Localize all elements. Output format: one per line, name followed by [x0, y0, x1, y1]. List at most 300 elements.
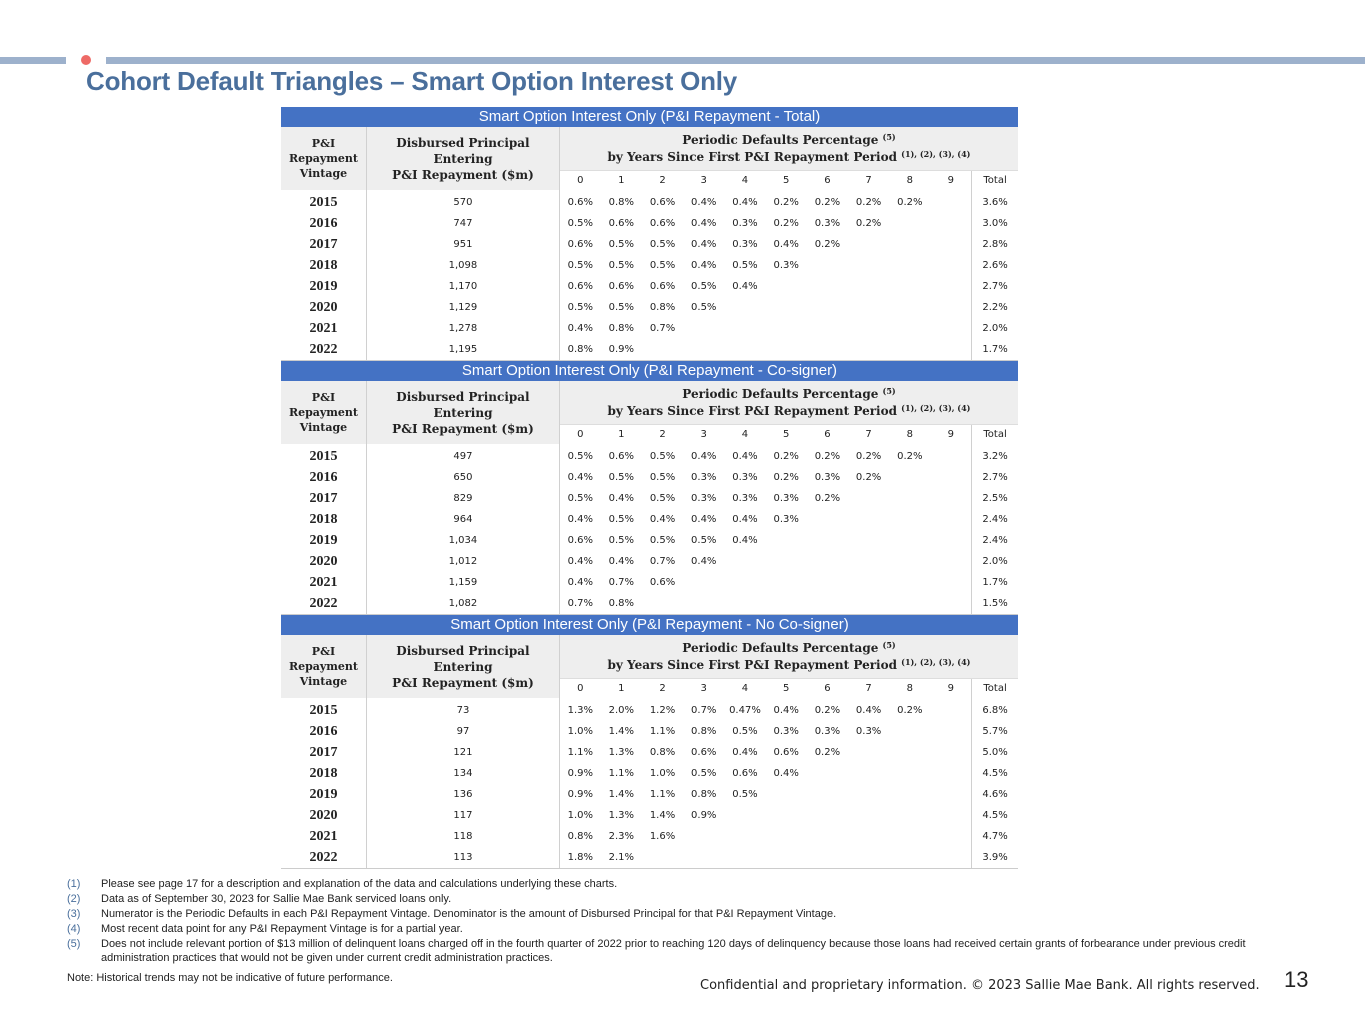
default-rate-cell: 2.0%: [608, 705, 634, 716]
total-rate-cell: 4.5%: [972, 805, 1018, 826]
default-rate-cell: 0.2%: [855, 451, 882, 462]
default-rate-cell: [889, 593, 930, 615]
default-rate-cell: 1.6%: [649, 831, 676, 842]
default-rate-cell: [930, 805, 971, 826]
default-rate-cell: 1.0%: [567, 726, 594, 737]
default-rate-cell: 0.7%: [649, 323, 676, 334]
default-rate-cell: 0.4%: [855, 705, 882, 716]
default-rate-cell: 0.7%: [691, 705, 717, 716]
vintage-year: 2020: [281, 297, 366, 318]
default-rate-cell: [930, 593, 971, 615]
year-number-header: 6: [807, 171, 848, 191]
principal-value: 117: [366, 805, 559, 826]
principal-value: 650: [366, 467, 559, 488]
period-header-text: Periodic Defaults Percentage: [682, 132, 879, 147]
default-rate-cell: [724, 847, 765, 869]
default-rate-cell: [807, 572, 848, 593]
default-rate-cell: 0.2%: [773, 472, 799, 483]
default-rate-cell: [807, 593, 848, 615]
default-rate-cell: 0.2%: [814, 705, 841, 716]
default-rate-cell: [807, 530, 848, 551]
table-row: [281, 255, 1018, 276]
default-rate-cell: 0.6%: [773, 747, 799, 758]
table-row: [281, 784, 1018, 805]
year-number-header: 4: [724, 425, 765, 445]
default-rate-cell: 0.5%: [649, 451, 676, 462]
table-row: [281, 339, 1018, 361]
default-rate-cell: 0.8%: [601, 593, 642, 615]
default-rate-cell: [724, 318, 765, 339]
default-rate-cell: [766, 826, 807, 847]
principal-value: 73: [366, 698, 559, 721]
default-rate-cell: [930, 339, 971, 361]
default-rate-cell: 0.5%: [691, 768, 717, 779]
principal-header-line: Disbursed Principal Entering: [396, 389, 530, 420]
vintage-header-line: Vintage: [299, 421, 348, 434]
default-rate-cell: 0.6%: [567, 281, 594, 292]
default-rate-cell: 0.2%: [773, 197, 799, 208]
vintage-year: 2016: [281, 721, 366, 742]
vintage-year: 2020: [281, 551, 366, 572]
principal-value: 1,012: [366, 551, 559, 572]
default-rate-cell: 0.2%: [814, 747, 841, 758]
default-rate-cell: [889, 509, 930, 530]
default-rate-cell: [848, 530, 889, 551]
default-rate-cell: [807, 847, 848, 869]
default-rate-cell: [930, 297, 971, 318]
default-rate-cell: 1.3%: [567, 705, 594, 716]
year-number-header: 5: [766, 679, 807, 699]
vintage-header-line: P&I: [311, 645, 336, 658]
confidential-notice: Confidential and proprietary information. © 2023 Sallie Mae Bank. All rights reserved.: [700, 978, 1260, 993]
vintage-year: 2017: [281, 488, 366, 509]
table-row: [281, 530, 1018, 551]
default-rate-cell: [766, 593, 807, 615]
period-header-line: [560, 386, 1018, 403]
default-rate-cell: 1.1%: [649, 789, 676, 800]
default-rate-cell: [889, 784, 930, 805]
total-rate-cell: 3.6%: [972, 190, 1018, 213]
default-rate-cell: 0.9%: [567, 768, 594, 779]
default-rate-cell: 0.6%: [608, 281, 634, 292]
default-rate-cell: 0.8%: [559, 339, 600, 361]
default-rate-cell: [766, 784, 807, 805]
default-rate-cell: 0.5%: [649, 493, 676, 504]
default-rate-cell: 0.4%: [691, 556, 717, 567]
default-rate-cell: 0.3%: [773, 260, 799, 271]
default-rate-cell: 0.4%: [691, 197, 717, 208]
default-rate-cell: 0.3%: [691, 493, 717, 504]
default-rate-cell: [889, 847, 930, 869]
default-rate-cell: 0.8%: [649, 747, 676, 758]
principal-value: 570: [366, 190, 559, 213]
footnote-text: Numerator is the Periodic Defaults in each P&I Repayment Vintage. Denominator is the amount of Disbursed Principal for that P&I Repayment Vintage.: [101, 908, 837, 920]
year-number-header: 2: [642, 171, 683, 191]
default-rate-cell: 0.5%: [649, 260, 676, 271]
default-rate-cell: 1.4%: [608, 789, 634, 800]
period-header: [559, 127, 1018, 171]
default-rate-cell: [724, 805, 765, 826]
default-rate-cell: 0.4%: [732, 747, 758, 758]
default-rate-cell: 0.8%: [567, 831, 594, 842]
vintage-year: 2022: [281, 847, 366, 869]
principal-value: 97: [366, 721, 559, 742]
default-rate-cell: 0.2%: [897, 451, 923, 462]
period-header-line: [560, 149, 1018, 166]
default-rate-cell: 0.47%: [729, 705, 761, 716]
default-rate-cell: [848, 509, 889, 530]
default-rate-cell: 0.5%: [567, 302, 594, 313]
default-rate-cell: 0.9%: [601, 339, 642, 361]
table-row: [281, 805, 1018, 826]
principal-header-line: Disbursed Principal Entering: [396, 643, 530, 674]
period-header-footnote: (5): [882, 131, 896, 142]
table-row: [281, 488, 1018, 509]
table-row: [281, 572, 1018, 593]
period-header-text: by Years Since First P&I Repayment Period: [607, 657, 897, 672]
default-rate-cell: [930, 763, 971, 784]
period-header-footnote: (5): [882, 385, 896, 396]
default-rate-cell: 0.7%: [608, 577, 634, 588]
default-rate-cell: 0.3%: [732, 218, 758, 229]
vintage-year: 2018: [281, 255, 366, 276]
default-rate-cell: 1.3%: [608, 810, 634, 821]
total-rate-cell: 2.4%: [972, 530, 1018, 551]
year-number-header: 4: [724, 679, 765, 699]
default-rate-cell: [683, 339, 724, 361]
default-rate-cell: 1.1%: [567, 747, 594, 758]
principal-value: 497: [366, 444, 559, 467]
default-rate-cell: 0.2%: [897, 705, 923, 716]
default-rate-cell: [724, 339, 765, 361]
default-rate-cell: [930, 784, 971, 805]
period-header-footnote: (1), (2), (3), (4): [901, 148, 971, 159]
default-rate-cell: 0.7%: [649, 556, 676, 567]
year-number-header: 3: [683, 679, 724, 699]
default-rate-cell: [889, 763, 930, 784]
period-header-text: Periodic Defaults Percentage: [682, 386, 879, 401]
principal-value: 1,129: [366, 297, 559, 318]
default-rate-cell: 0.5%: [732, 726, 758, 737]
default-rate-cell: 1.1%: [608, 768, 634, 779]
default-rate-cell: [889, 805, 930, 826]
default-rate-cell: [930, 318, 971, 339]
footnote-item: [67, 891, 1307, 906]
footnote-number: (5): [67, 938, 81, 950]
default-rate-cell: [848, 297, 889, 318]
vintage-year: 2021: [281, 826, 366, 847]
default-rate-cell: [889, 297, 930, 318]
year-number-header: 4: [724, 171, 765, 191]
default-rate-cell: 0.2%: [773, 451, 799, 462]
table-row: [281, 826, 1018, 847]
principal-value: 1,170: [366, 276, 559, 297]
default-rate-cell: 0.5%: [608, 260, 634, 271]
default-rate-cell: 0.3%: [732, 239, 758, 250]
footnote-number: (1): [67, 878, 81, 890]
header-row: [281, 381, 1018, 425]
footnote-text: Data as of September 30, 2023 for Sallie Mae Bank serviced loans only.: [101, 893, 452, 905]
cohort-table: [281, 127, 1018, 361]
principal-header: [366, 381, 559, 444]
default-rate-cell: [848, 742, 889, 763]
principal-value: 121: [366, 742, 559, 763]
default-rate-cell: [807, 255, 848, 276]
default-rate-cell: 0.6%: [649, 281, 676, 292]
default-rate-cell: 0.8%: [608, 323, 634, 334]
year-number-header: 0: [559, 425, 600, 445]
default-rate-cell: 0.5%: [567, 218, 594, 229]
vintage-year: 2015: [281, 190, 366, 213]
default-rate-cell: [930, 509, 971, 530]
default-rate-cell: [807, 784, 848, 805]
default-rate-cell: 0.4%: [567, 577, 594, 588]
default-rate-cell: 0.4%: [567, 556, 594, 567]
vintage-header-line: Repayment: [288, 406, 359, 419]
default-rate-cell: 0.6%: [732, 768, 758, 779]
default-rate-cell: 0.5%: [691, 302, 717, 313]
table-row: [281, 742, 1018, 763]
default-rate-cell: 0.5%: [608, 302, 634, 313]
default-rate-cell: 0.5%: [732, 260, 758, 271]
period-header: [559, 635, 1018, 679]
default-rate-cell: [889, 213, 930, 234]
vintage-year: 2019: [281, 784, 366, 805]
total-rate-cell: 2.4%: [972, 509, 1018, 530]
default-rate-cell: [724, 297, 765, 318]
header-row: [281, 127, 1018, 171]
default-rate-cell: 0.2%: [855, 218, 882, 229]
principal-value: 1,195: [366, 339, 559, 361]
default-rate-cell: 0.4%: [691, 239, 717, 250]
default-rate-cell: 0.4%: [732, 281, 758, 292]
period-header: [559, 381, 1018, 425]
default-rate-cell: 0.2%: [773, 218, 799, 229]
vintage-year: 2022: [281, 339, 366, 361]
table-row: [281, 190, 1018, 213]
default-rate-cell: 0.2%: [814, 493, 841, 504]
default-rate-cell: [683, 572, 724, 593]
year-number-header: 3: [683, 171, 724, 191]
default-rate-cell: 0.5%: [608, 514, 634, 525]
default-rate-cell: 0.4%: [773, 239, 799, 250]
total-rate-cell: 2.2%: [972, 297, 1018, 318]
default-rate-cell: [766, 297, 807, 318]
header-accent-dot: [81, 55, 91, 65]
principal-value: 113: [366, 847, 559, 869]
default-rate-cell: 0.4%: [691, 260, 717, 271]
year-number-header: 2: [642, 425, 683, 445]
table-row: [281, 444, 1018, 467]
total-rate-cell: 1.7%: [972, 572, 1018, 593]
default-rate-cell: [889, 318, 930, 339]
principal-header-line: P&I Repayment ($m): [392, 675, 534, 690]
default-rate-cell: 0.6%: [567, 239, 594, 250]
vintage-year: 2020: [281, 805, 366, 826]
year-number-header: 9: [930, 679, 971, 699]
total-rate-cell: 4.7%: [972, 826, 1018, 847]
default-rate-cell: 0.8%: [691, 789, 717, 800]
default-rate-cell: [848, 593, 889, 615]
default-rate-cell: [766, 339, 807, 361]
header-rule-left: [0, 57, 66, 64]
default-rate-cell: [766, 847, 807, 869]
default-rate-cell: [766, 572, 807, 593]
footnote-item: [67, 906, 1307, 921]
vintage-year: 2018: [281, 763, 366, 784]
default-rate-cell: [848, 255, 889, 276]
default-rate-cell: [930, 826, 971, 847]
footnote-text: Please see page 17 for a description and explanation of the data and calculations underlying these charts.: [101, 878, 618, 890]
default-rate-cell: 0.4%: [649, 514, 676, 525]
default-rate-cell: [930, 742, 971, 763]
default-rate-cell: [930, 551, 971, 572]
table-row: [281, 234, 1018, 255]
principal-header: [366, 127, 559, 190]
default-rate-cell: 0.5%: [608, 239, 634, 250]
period-header-text: Periodic Defaults Percentage: [682, 640, 879, 655]
default-rate-cell: [848, 826, 889, 847]
default-rate-cell: [642, 339, 683, 361]
vintage-header: [281, 635, 366, 698]
default-rate-cell: 0.4%: [567, 323, 594, 334]
default-rate-cell: 0.3%: [773, 493, 799, 504]
total-rate-cell: 2.8%: [972, 234, 1018, 255]
default-rate-cell: [848, 784, 889, 805]
table-section: [281, 361, 1018, 615]
default-rate-cell: 0.3%: [814, 218, 841, 229]
default-rate-cell: [642, 593, 683, 615]
default-rate-cell: 0.4%: [773, 768, 799, 779]
default-rate-cell: 0.3%: [773, 514, 799, 525]
default-rate-cell: [683, 826, 724, 847]
principal-value: 1,159: [366, 572, 559, 593]
vintage-year: 2016: [281, 213, 366, 234]
default-rate-cell: [930, 847, 971, 869]
default-rate-cell: [807, 805, 848, 826]
year-number-header: 2: [642, 679, 683, 699]
default-rate-cell: 0.2%: [814, 239, 841, 250]
vintage-header-line: Vintage: [299, 675, 348, 688]
default-rate-cell: 0.5%: [649, 535, 676, 546]
default-rate-cell: [807, 551, 848, 572]
year-number-header: 7: [848, 171, 889, 191]
default-rate-cell: [889, 551, 930, 572]
total-header: Total: [972, 171, 1018, 191]
default-rate-cell: 0.5%: [649, 239, 676, 250]
default-rate-cell: 0.2%: [855, 197, 882, 208]
cohort-table: [281, 635, 1018, 869]
period-header-line: [560, 640, 1018, 657]
default-rate-cell: 0.2%: [814, 197, 841, 208]
default-rate-cell: [930, 190, 971, 213]
footnote-text: Does not include relevant portion of $13 million of delinquent loans charged off in the fourth quarter of 2022 prior to reaching 120 days of delinquency because those loans had received certain grants of forbearance under previous credit administration practices that would not be given under current credit administration practices.: [101, 938, 1246, 964]
default-rate-cell: 0.4%: [608, 556, 634, 567]
total-rate-cell: 2.0%: [972, 551, 1018, 572]
header-row: [281, 635, 1018, 679]
vintage-header-line: Repayment: [288, 152, 359, 165]
default-rate-cell: 0.5%: [608, 472, 634, 483]
default-rate-cell: 0.5%: [608, 535, 634, 546]
total-rate-cell: 4.6%: [972, 784, 1018, 805]
default-rate-cell: 0.4%: [567, 472, 594, 483]
total-rate-cell: 2.6%: [972, 255, 1018, 276]
default-rate-cell: [766, 805, 807, 826]
default-rate-cell: 0.2%: [814, 451, 841, 462]
period-header-text: by Years Since First P&I Repayment Period: [607, 403, 897, 418]
table-row: [281, 276, 1018, 297]
default-rate-cell: 0.3%: [691, 472, 717, 483]
default-rate-cell: 0.5%: [567, 451, 594, 462]
table-row: [281, 721, 1018, 742]
vintage-year: 2016: [281, 467, 366, 488]
default-rate-cell: 0.6%: [567, 197, 594, 208]
default-rate-cell: 2.1%: [601, 847, 642, 869]
total-rate-cell: 6.8%: [972, 698, 1018, 721]
default-rate-cell: [930, 530, 971, 551]
default-rate-cell: [889, 742, 930, 763]
principal-value: 1,034: [366, 530, 559, 551]
year-number-header: 7: [848, 425, 889, 445]
total-header: Total: [972, 679, 1018, 699]
vintage-header-line: P&I: [311, 391, 336, 404]
vintage-header-line: P&I: [311, 137, 336, 150]
period-header-line: [560, 132, 1018, 149]
default-rate-cell: [930, 698, 971, 721]
principal-value: 1,098: [366, 255, 559, 276]
vintage-year: 2022: [281, 593, 366, 615]
default-rate-cell: 1.4%: [608, 726, 634, 737]
default-rate-cell: 0.4%: [732, 514, 758, 525]
default-rate-cell: [889, 467, 930, 488]
principal-value: 964: [366, 509, 559, 530]
total-rate-cell: 3.2%: [972, 444, 1018, 467]
default-rate-cell: 0.3%: [814, 726, 841, 737]
default-rate-cell: [807, 297, 848, 318]
year-number-header: 9: [930, 171, 971, 191]
principal-header-line: P&I Repayment ($m): [392, 421, 534, 436]
total-rate-cell: 1.5%: [972, 593, 1018, 615]
default-rate-cell: 0.3%: [814, 472, 841, 483]
default-rate-cell: 1.1%: [649, 726, 676, 737]
period-header-text: by Years Since First P&I Repayment Period: [607, 149, 897, 164]
default-rate-cell: [724, 551, 765, 572]
principal-value: 747: [366, 213, 559, 234]
default-rate-cell: 0.4%: [691, 218, 717, 229]
default-rate-cell: [889, 276, 930, 297]
vintage-header: [281, 127, 366, 190]
table-row: [281, 509, 1018, 530]
default-rate-cell: 2.3%: [608, 831, 634, 842]
default-rate-cell: 0.6%: [567, 535, 594, 546]
default-rate-cell: 0.6%: [608, 218, 634, 229]
default-rate-cell: [848, 805, 889, 826]
year-number-header: 6: [807, 679, 848, 699]
header-rule-right: [106, 57, 1365, 64]
vintage-year: 2021: [281, 572, 366, 593]
default-rate-cell: 0.6%: [649, 197, 676, 208]
year-number-header: 8: [889, 425, 930, 445]
year-number-header: 5: [766, 171, 807, 191]
footnote-item: [67, 876, 1307, 891]
default-rate-cell: [848, 551, 889, 572]
default-rate-cell: [889, 255, 930, 276]
default-rate-cell: [848, 572, 889, 593]
default-rate-cell: [724, 826, 765, 847]
default-rate-cell: 0.5%: [691, 535, 717, 546]
period-header-line: [560, 403, 1018, 420]
year-number-header: 1: [601, 171, 642, 191]
